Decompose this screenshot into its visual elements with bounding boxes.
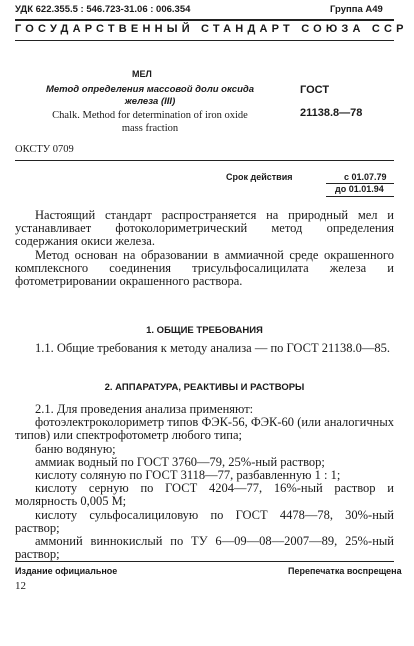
russian-title-line1: Метод определения массовой доли оксида: [45, 84, 255, 95]
document-subject: МЕЛ: [132, 69, 152, 79]
english-title-line1: Chalk. Method for determination of iron oxide: [52, 110, 248, 121]
group-code: Группа А49: [330, 4, 383, 15]
okstu-code: ОКСТУ 0709: [15, 144, 74, 155]
reprint-notice: Перепечатка воспрещена: [288, 566, 402, 576]
section-2-line: 2.1. Для проведения анализа применяют:: [35, 402, 254, 416]
section-2-line: кислоту соляную по ГОСТ 3118—77, разбавленную 1 : 1;: [35, 468, 341, 483]
intro-paragraph-1: Настоящий стандарт распространяется на природный мел и устанавливает фотоколориметрический метод определения содержания окиси железа.: [15, 208, 394, 249]
russian-title-line2: железа (III): [124, 96, 176, 107]
intro-block: [15, 209, 394, 288]
gost-number: 21138.8—78: [300, 107, 363, 119]
gost-label: ГОСТ: [300, 84, 330, 96]
section-2-line: фотоэлектроколориметр типов ФЭК-56, ФЭК-60 (или аналогичных типов) или спектрофотометр любого типа;: [15, 415, 394, 443]
title-rule: [15, 160, 394, 161]
header-rule-bottom: [15, 40, 394, 41]
validity-label: Срок действия: [226, 172, 293, 182]
validity-to: до 01.01.94: [335, 184, 384, 194]
official-edition: Издание официальное: [15, 566, 118, 576]
section-2-heading: 2. АППАРАТУРА, РЕАКТИВЫ И РАСТВОРЫ: [104, 382, 305, 393]
section-2-line: кислоту серную по ГОСТ 4204—77, 16%-ный раствор и молярность 0,005 М;: [15, 481, 394, 509]
validity-from: с 01.07.79: [344, 172, 387, 182]
intro-paragraph-2: Метод основан на образовании в аммиачной среде окрашенного комплексного соединения трисульфосалицилата железа и фотометрировании окрашенного раствора.: [15, 247, 394, 289]
section-2-line: кислоту сульфосалициловую по ГОСТ 4478—78, 30%-ный раствор;: [15, 507, 394, 535]
section-2-line: аммоний виннокислый по ТУ 6—09—08—2007—89, 25%-ный раствор;: [15, 534, 394, 562]
section-2-line: баню водяную;: [35, 441, 116, 456]
english-title-line2: mass fraction: [121, 123, 179, 134]
validity-underline: [326, 196, 394, 197]
section-2-body: [15, 403, 394, 561]
section-1-body: [15, 342, 394, 355]
section-1-text: 1.1. Общие требования к методу анализа — по ГОСТ 21138.0—85.: [35, 341, 390, 355]
page-number: 12: [15, 580, 26, 592]
section-1-heading: 1. ОБЩИЕ ТРЕБОВАНИЯ: [146, 325, 263, 336]
footer-rule: [15, 561, 394, 562]
standard-banner: ГОСУДАРСТВЕННЫЙ СТАНДАРТ СОЮЗА ССР: [15, 23, 408, 35]
udk-code: УДК 622.355.5 : 546.723-31.06 : 006.354: [15, 4, 191, 15]
section-2-line: аммиак водный по ГОСТ 3760—79, 25%-ный раствор;: [35, 454, 325, 469]
header-rule-top: [15, 19, 394, 21]
